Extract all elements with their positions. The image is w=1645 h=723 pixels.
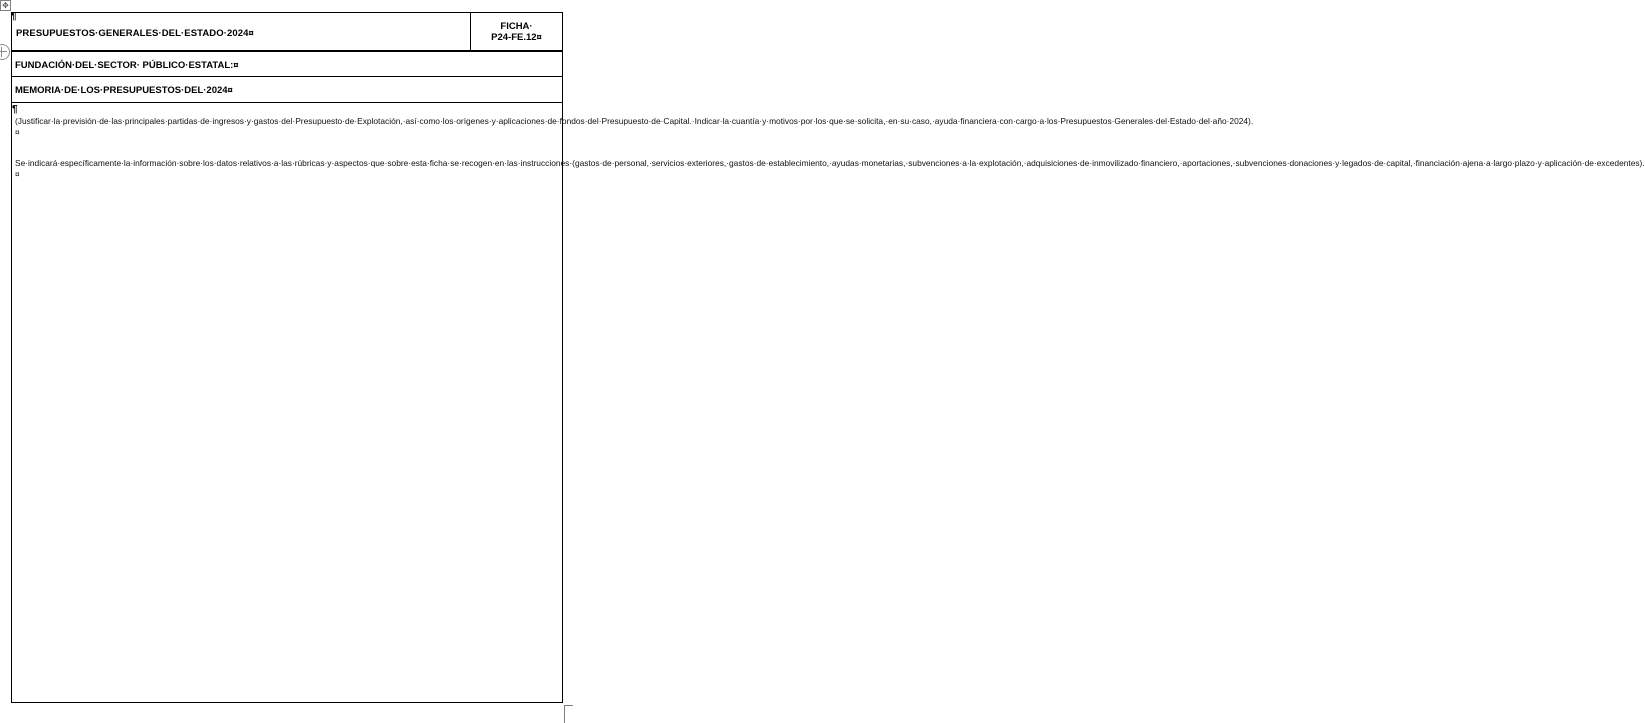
body-cell[interactable]	[12, 103, 1645, 702]
table-move-handle-icon[interactable]: ✥	[0, 0, 11, 11]
form-table	[11, 12, 1645, 703]
ficha-code: P24-FE.12¤	[491, 32, 542, 43]
instructions-paragraph-2: Se·indicará·específicamente·la·información·sobre·los·datos·relativos·a·las·rúbricas·y·aspectos·que·sobre·esta·ficha·se·recogen·en·las·instrucciones·(gastos·de·personal,·servicios·exteriores,·gastos·de·establecimiento,·ayudas·monetarias,·subvenciones·a·la·explotación,·adquisiciones·de·inmovilizado·financiero,·aportaciones,·subvenciones·donaciones·y·legados·de·capital,·financiación·ajena·a·largo·plazo·y·aplicación·de·excedentes).¤	[15, 158, 1645, 180]
fundacion-label: FUNDACIÓN·DEL·SECTOR· PÚBLICO·ESTATAL:¤	[15, 60, 239, 71]
instructions-paragraph-1: (Justificar·la·previsión·de·las·principales·partidas·de·ingresos·y·gastos·del·Presupuesto·de·Explotación,·así·como·los·orígenes·y·aplicaciones·de·fondos·del·Presupuesto·de·Capital.·Indicar·la·cuantía·y·motivos·por·los·que·se·solicita,·en·su·caso,·ayuda·financiera·con·cargo·a·los·Presupuestos·Generales·del·Estado·del·año·2024).¤	[15, 116, 1254, 138]
document-title: PRESUPUESTOS·GENERALES·DEL·ESTADO·2024¤	[16, 28, 254, 39]
fundacion-row[interactable]	[12, 51, 562, 77]
memoria-label: MEMORIA·DE·LOS·PRESUPUESTOS·DEL·2024¤	[15, 85, 233, 96]
body-paragraph-mark: ¶	[12, 104, 18, 115]
title-cell[interactable]	[12, 13, 471, 50]
ficha-cell[interactable]	[471, 13, 562, 50]
ficha-label: FICHA·	[500, 21, 533, 32]
page-corner-mark	[564, 705, 573, 723]
paragraph-mark: ¶	[11, 11, 17, 22]
insert-row-icon[interactable]	[0, 44, 10, 60]
header-row	[12, 13, 562, 51]
memoria-row[interactable]	[12, 77, 562, 103]
